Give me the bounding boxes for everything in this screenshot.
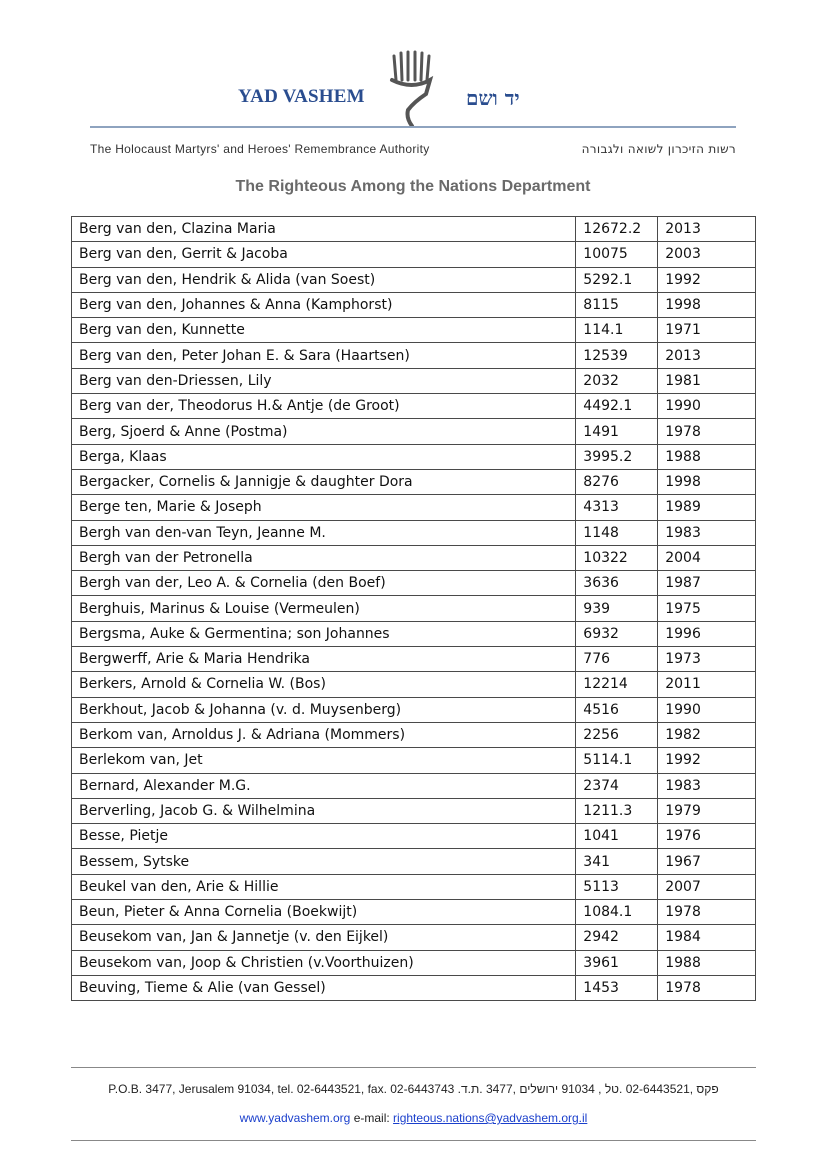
name-cell: Besse, Pietje bbox=[72, 824, 576, 849]
authority-english: The Holocaust Martyrs' and Heroes' Remembrance Authority bbox=[90, 142, 430, 156]
file-number-cell: 4313 bbox=[576, 495, 658, 520]
file-number-cell: 5113 bbox=[576, 874, 658, 899]
file-number-cell: 10075 bbox=[576, 242, 658, 267]
name-cell: Berga, Klaas bbox=[72, 444, 576, 469]
file-number-cell: 3961 bbox=[576, 950, 658, 975]
file-number-cell: 2256 bbox=[576, 722, 658, 747]
table-row bbox=[72, 267, 756, 292]
year-cell: 1978 bbox=[658, 975, 756, 1000]
file-number-cell: 8115 bbox=[576, 292, 658, 317]
year-cell: 1998 bbox=[658, 469, 756, 494]
file-number-cell: 1453 bbox=[576, 975, 658, 1000]
righteous-list-table bbox=[71, 216, 756, 1001]
table-row bbox=[72, 950, 756, 975]
yad-vashem-logo-icon bbox=[386, 50, 440, 128]
name-cell: Beukel van den, Arie & Hillie bbox=[72, 874, 576, 899]
year-cell: 1978 bbox=[658, 900, 756, 925]
name-cell: Beuving, Tieme & Alie (van Gessel) bbox=[72, 975, 576, 1000]
name-cell: Berghuis, Marinus & Louise (Vermeulen) bbox=[72, 596, 576, 621]
file-number-cell: 939 bbox=[576, 596, 658, 621]
name-cell: Berg van den, Peter Johan E. & Sara (Haartsen) bbox=[72, 343, 576, 368]
name-cell: Bernard, Alexander M.G. bbox=[72, 773, 576, 798]
year-cell: 2007 bbox=[658, 874, 756, 899]
file-number-cell: 2942 bbox=[576, 925, 658, 950]
email-label: e-mail: bbox=[350, 1111, 394, 1125]
name-cell: Berg van den, Gerrit & Jacoba bbox=[72, 242, 576, 267]
table-row bbox=[72, 925, 756, 950]
table-row bbox=[72, 444, 756, 469]
year-cell: 2003 bbox=[658, 242, 756, 267]
logo-text-english: YAD VASHEM bbox=[238, 86, 365, 107]
name-cell: Berkom van, Arnoldus J. & Adriana (Mommers) bbox=[72, 722, 576, 747]
year-cell: 1983 bbox=[658, 773, 756, 798]
name-cell: Bergh van den-van Teyn, Jeanne M. bbox=[72, 520, 576, 545]
logo-text-hebrew: יד ושם bbox=[466, 86, 520, 110]
table-row bbox=[72, 621, 756, 646]
table-row bbox=[72, 242, 756, 267]
table-row bbox=[72, 900, 756, 925]
name-cell: Berg van den-Driessen, Lily bbox=[72, 368, 576, 393]
table-row bbox=[72, 975, 756, 1000]
year-cell: 2013 bbox=[658, 217, 756, 242]
name-cell: Beusekom van, Joop & Christien (v.Voorthuizen) bbox=[72, 950, 576, 975]
name-cell: Berg van den, Hendrik & Alida (van Soest) bbox=[72, 267, 576, 292]
file-number-cell: 6932 bbox=[576, 621, 658, 646]
name-cell: Bessem, Sytske bbox=[72, 849, 576, 874]
table-row bbox=[72, 672, 756, 697]
name-cell: Berverling, Jacob G. & Wilhelmina bbox=[72, 798, 576, 823]
year-cell: 1967 bbox=[658, 849, 756, 874]
year-cell: 1988 bbox=[658, 444, 756, 469]
footer-address: P.O.B. 3477, Jerusalem 91034, tel. 02-6443521, fax. 02-6443743 .פקס ,02-6443521 .טל , 91034 ירושלים ,3477 .ת.ד bbox=[108, 1082, 719, 1096]
year-cell: 2013 bbox=[658, 343, 756, 368]
file-number-cell: 2032 bbox=[576, 368, 658, 393]
website-link[interactable]: www.yadvashem.org bbox=[239, 1111, 351, 1125]
file-number-cell: 1211.3 bbox=[576, 798, 658, 823]
year-cell: 2011 bbox=[658, 672, 756, 697]
footer-divider-top bbox=[71, 1067, 756, 1068]
table-row bbox=[72, 292, 756, 317]
table-row bbox=[72, 798, 756, 823]
table-row bbox=[72, 874, 756, 899]
table-row bbox=[72, 545, 756, 570]
year-cell: 1988 bbox=[658, 950, 756, 975]
table-row bbox=[72, 318, 756, 343]
year-cell: 1984 bbox=[658, 925, 756, 950]
name-cell: Berg, Sjoerd & Anne (Postma) bbox=[72, 419, 576, 444]
name-cell: Beusekom van, Jan & Jannetje (v. den Eijkel) bbox=[72, 925, 576, 950]
name-cell: Bergwerff, Arie & Maria Hendrika bbox=[72, 647, 576, 672]
letterhead bbox=[0, 0, 826, 170]
name-cell: Berg van den, Clazina Maria bbox=[72, 217, 576, 242]
name-cell: Bergsma, Auke & Germentina; son Johannes bbox=[72, 621, 576, 646]
year-cell: 1990 bbox=[658, 394, 756, 419]
year-cell: 1976 bbox=[658, 824, 756, 849]
name-cell: Berg van den, Johannes & Anna (Kamphorst) bbox=[72, 292, 576, 317]
file-number-cell: 1084.1 bbox=[576, 900, 658, 925]
name-cell: Berkhout, Jacob & Johanna (v. d. Muysenberg) bbox=[72, 697, 576, 722]
footer-contact bbox=[71, 1111, 756, 1125]
file-number-cell: 3995.2 bbox=[576, 444, 658, 469]
file-number-cell: 1148 bbox=[576, 520, 658, 545]
table-row bbox=[72, 394, 756, 419]
file-number-cell: 3636 bbox=[576, 571, 658, 596]
name-cell: Bergacker, Cornelis & Jannigje & daughter Dora bbox=[72, 469, 576, 494]
file-number-cell: 5114.1 bbox=[576, 748, 658, 773]
footer-divider-bottom bbox=[71, 1140, 756, 1141]
table-row bbox=[72, 849, 756, 874]
department-title: The Righteous Among the Nations Department bbox=[235, 178, 591, 195]
year-cell: 1992 bbox=[658, 267, 756, 292]
table-row bbox=[72, 748, 756, 773]
year-cell: 1992 bbox=[658, 748, 756, 773]
year-cell: 1983 bbox=[658, 520, 756, 545]
table-row bbox=[72, 722, 756, 747]
file-number-cell: 12214 bbox=[576, 672, 658, 697]
year-cell: 1998 bbox=[658, 292, 756, 317]
name-cell: Bergh van der, Leo A. & Cornelia (den Boef) bbox=[72, 571, 576, 596]
year-cell: 1971 bbox=[658, 318, 756, 343]
name-cell: Berg van der, Theodorus H.& Antje (de Groot) bbox=[72, 394, 576, 419]
file-number-cell: 1491 bbox=[576, 419, 658, 444]
table-row bbox=[72, 571, 756, 596]
year-cell: 1981 bbox=[658, 368, 756, 393]
file-number-cell: 776 bbox=[576, 647, 658, 672]
table-row bbox=[72, 697, 756, 722]
file-number-cell: 12539 bbox=[576, 343, 658, 368]
file-number-cell: 4516 bbox=[576, 697, 658, 722]
year-cell: 1982 bbox=[658, 722, 756, 747]
table-row bbox=[72, 469, 756, 494]
table-row bbox=[72, 647, 756, 672]
name-cell: Berlekom van, Jet bbox=[72, 748, 576, 773]
year-cell: 1978 bbox=[658, 419, 756, 444]
table-row bbox=[72, 495, 756, 520]
table-row bbox=[72, 824, 756, 849]
table-row bbox=[72, 596, 756, 621]
table-row bbox=[72, 343, 756, 368]
table-row bbox=[72, 368, 756, 393]
table-row bbox=[72, 217, 756, 242]
file-number-cell: 114.1 bbox=[576, 318, 658, 343]
name-cell: Bergh van der Petronella bbox=[72, 545, 576, 570]
file-number-cell: 10322 bbox=[576, 545, 658, 570]
file-number-cell: 5292.1 bbox=[576, 267, 658, 292]
year-cell: 2004 bbox=[658, 545, 756, 570]
file-number-cell: 1041 bbox=[576, 824, 658, 849]
name-cell: Berge ten, Marie & Joseph bbox=[72, 495, 576, 520]
year-cell: 1990 bbox=[658, 697, 756, 722]
table-row bbox=[72, 520, 756, 545]
authority-hebrew: רשות הזיכרון לשואה ולגבורה bbox=[581, 142, 736, 156]
year-cell: 1989 bbox=[658, 495, 756, 520]
file-number-cell: 341 bbox=[576, 849, 658, 874]
file-number-cell: 12672.2 bbox=[576, 217, 658, 242]
year-cell: 1973 bbox=[658, 647, 756, 672]
file-number-cell: 2374 bbox=[576, 773, 658, 798]
year-cell: 1996 bbox=[658, 621, 756, 646]
header-divider bbox=[90, 126, 736, 128]
file-number-cell: 4492.1 bbox=[576, 394, 658, 419]
year-cell: 1979 bbox=[658, 798, 756, 823]
authority-line bbox=[90, 142, 736, 156]
year-cell: 1987 bbox=[658, 571, 756, 596]
year-cell: 1975 bbox=[658, 596, 756, 621]
file-number-cell: 8276 bbox=[576, 469, 658, 494]
table-row bbox=[72, 419, 756, 444]
email-link[interactable]: righteous.nations@yadvashem.org.il bbox=[393, 1111, 588, 1125]
name-cell: Berg van den, Kunnette bbox=[72, 318, 576, 343]
table-row bbox=[72, 773, 756, 798]
name-cell: Beun, Pieter & Anna Cornelia (Boekwijt) bbox=[72, 900, 576, 925]
name-cell: Berkers, Arnold & Cornelia W. (Bos) bbox=[72, 672, 576, 697]
